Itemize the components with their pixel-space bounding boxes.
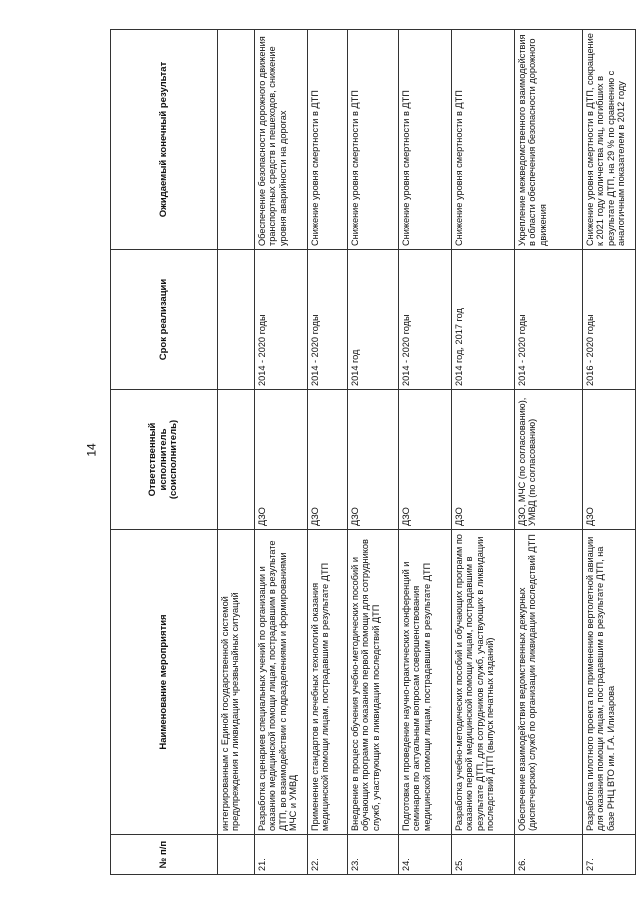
cell-result: Снижение уровня смертности в ДТП, сокращение к 2021 году количества лиц, погибших в результате ДТП, на 29 % по сравнению с аналогичным показателем в 2012 году bbox=[583, 30, 636, 250]
cell-num bbox=[218, 835, 255, 875]
cell-num: 22. bbox=[308, 835, 348, 875]
cell-executor: ДЗО, МЧС (по согласованию), УМВД (по согласованию) bbox=[515, 390, 583, 530]
header-executor: Ответственный исполнитель (соисполнитель) bbox=[111, 390, 218, 530]
cell-term: 2014 год, 2017 год bbox=[452, 250, 515, 390]
cell-num: 24. bbox=[399, 835, 452, 875]
cell-result: Снижение уровня смертности в ДТП bbox=[348, 30, 399, 250]
cell-name: Подготовка и проведение научно-практических конференций и семинаров по актуальным вопросам совершенствования медицинской помощи лицам, пострадавшим в результате ДТП bbox=[399, 530, 452, 835]
rotated-table-wrapper bbox=[110, 30, 626, 875]
table-row bbox=[452, 30, 515, 875]
header-term: Срок реализации bbox=[111, 250, 218, 390]
header-name: Наименование мероприятия bbox=[111, 530, 218, 835]
cell-executor bbox=[218, 390, 255, 530]
cell-executor: ДЗО bbox=[348, 390, 399, 530]
cell-num: 26. bbox=[515, 835, 583, 875]
cell-term: 2014 - 2020 годы bbox=[308, 250, 348, 390]
cell-name: Обеспечение взаимодействия ведомственных дежурных (диспетчерских) служб по организации ликвидации последствий ДТП bbox=[515, 530, 583, 835]
table-row bbox=[255, 30, 308, 875]
table-row-continuation bbox=[218, 30, 255, 875]
table-row bbox=[308, 30, 348, 875]
cell-num: 27. bbox=[583, 835, 636, 875]
cell-term: 2014 - 2020 годы bbox=[255, 250, 308, 390]
cell-name: Внедрение в процесс обучения учебно-методических пособий и обучающих программ по оказанию первой помощи для сотрудников служб, участвующих в ликвидации последствий ДТП bbox=[348, 530, 399, 835]
cell-executor: ДЗО bbox=[255, 390, 308, 530]
cell-result: Укрепление межведомственного взаимодействия в области обеспечения безопасности дорожного движения bbox=[515, 30, 583, 250]
activities-table bbox=[110, 29, 636, 875]
table-header-row bbox=[111, 30, 218, 875]
cell-num: 23. bbox=[348, 835, 399, 875]
cell-num: 21. bbox=[255, 835, 308, 875]
table-row bbox=[348, 30, 399, 875]
cell-term bbox=[218, 250, 255, 390]
page-number: 14 bbox=[84, 443, 99, 457]
header-num: № п/п bbox=[111, 835, 218, 875]
cell-name: Разработка сценариев специальных учений по организации и оказанию медицинской помощи лицам, пострадавшим в результате ДТП, во взаимодействии с подразделениями и формированиями МЧС и УМВД bbox=[255, 530, 308, 835]
cell-num: 25. bbox=[452, 835, 515, 875]
table-row bbox=[583, 30, 636, 875]
cell-term: 2016 - 2020 годы bbox=[583, 250, 636, 390]
cell-name: интегрированным с Единой государственной системой предупреждения и ликвидации чрезвычайных ситуаций bbox=[218, 530, 255, 835]
cell-result: Снижение уровня смертности в ДТП bbox=[399, 30, 452, 250]
cell-executor: ДЗО bbox=[308, 390, 348, 530]
cell-name: Применение стандартов и лечебных технологий оказания медицинской помощи лицам, пострадавшим в результате ДТП bbox=[308, 530, 348, 835]
cell-result bbox=[218, 30, 255, 250]
cell-term: 2014 год bbox=[348, 250, 399, 390]
header-result: Ожидаемый конечный результат bbox=[111, 30, 218, 250]
cell-term: 2014 - 2020 годы bbox=[399, 250, 452, 390]
cell-result: Обеспечение безопасности дорожного движения транспортных средств и пешеходов, снижение уровня аварийности на дорогах bbox=[255, 30, 308, 250]
cell-name: Разработка учебно-методических пособий и обучающих программ по оказанию первой медицинской помощи лицам, пострадавшим в результате ДТП, для сотрудников служб, участвующих в ликвидации последствий ДТП (выпуск печатных изданий) bbox=[452, 530, 515, 835]
cell-executor: ДЗО bbox=[452, 390, 515, 530]
cell-result: Снижение уровня смертности в ДТП bbox=[308, 30, 348, 250]
cell-executor: ДЗО bbox=[399, 390, 452, 530]
table-row bbox=[399, 30, 452, 875]
table-row bbox=[515, 30, 583, 875]
cell-term: 2014 - 2020 годы bbox=[515, 250, 583, 390]
cell-result: Снижение уровня смертности в ДТП bbox=[452, 30, 515, 250]
cell-name: Разработка пилотного проекта по применению вертолетной авиации для оказания помощи лицам, пострадавшим в результате ДТП, на базе РНЦ ВТО им. Г.А. Илизарова bbox=[583, 530, 636, 835]
cell-executor: ДЗО bbox=[583, 390, 636, 530]
